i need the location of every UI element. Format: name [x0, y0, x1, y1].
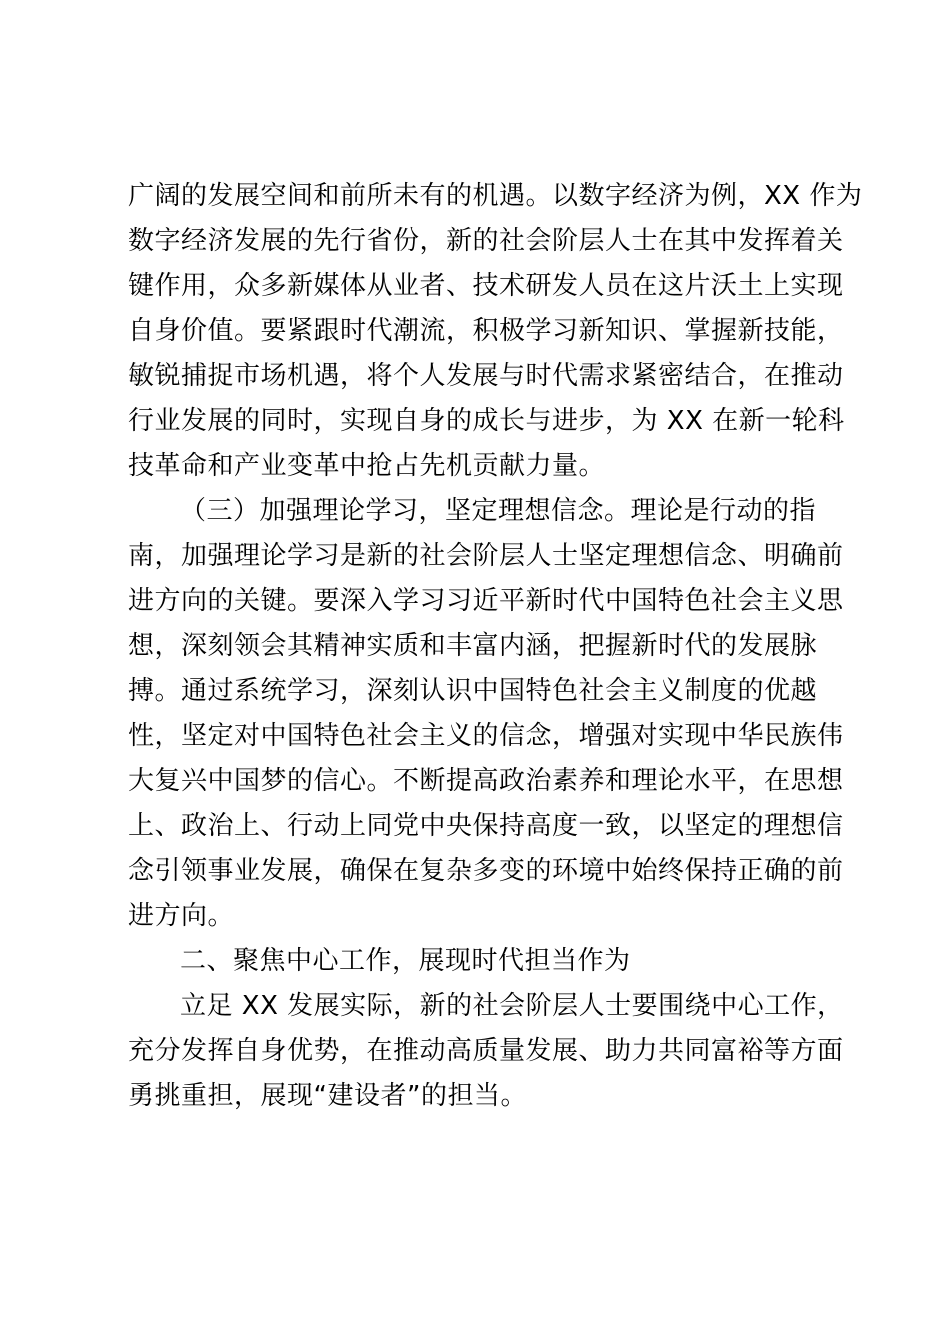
text-line: 技革命和产业变革中抢占先机贡献力量。 [128, 451, 606, 481]
text-line: 广阔的发展空间和前所未有的机遇。以数字经济为例，XX 作为 [128, 181, 863, 211]
text-line: 进方向的关键。要深入学习习近平新时代中国特色社会主义思 [128, 586, 844, 616]
text-line: 进方向。 [128, 901, 235, 931]
text-line: 键作用，众多新媒体从业者、技术研发人员在这片沃土上实现 [128, 271, 844, 301]
text-line: 自身价值。要紧跟时代潮流，积极学习新知识、掌握新技能， [128, 316, 844, 346]
chapter-heading-line: 二、聚焦中心工作，展现时代担当作为 [180, 946, 631, 976]
text-line: 立足 XX 发展实际，新的社会阶层人士要围绕中心工作， [180, 991, 844, 1021]
text-line: 勇挑重担，展现“建设者”的担当。 [128, 1081, 527, 1111]
text-line: 充分发挥自身优势，在推动高质量发展、助力共同富裕等方面 [128, 1036, 844, 1066]
text-line: 行业发展的同时，实现自身的成长与进步，为 XX 在新一轮科 [128, 406, 845, 436]
text-line: 敏锐捕捉市场机遇，将个人发展与时代需求紧密结合，在推动 [128, 361, 844, 391]
text-line: 南，加强理论学习是新的社会阶层人士坚定理想信念、明确前 [128, 541, 844, 571]
section-heading-line: （三）加强理论学习，坚定理想信念。理论是行动的指 [180, 496, 817, 526]
text-line: 想，深刻领会其精神实质和丰富内涵，把握新时代的发展脉 [128, 631, 818, 661]
text-line: 念引领事业发展，确保在复杂多变的环境中始终保持正确的前 [128, 856, 844, 886]
text-line: 大复兴中国梦的信心。不断提高政治素养和理论水平，在思想 [128, 766, 844, 796]
text-line: 上、政治上、行动上同党中央保持高度一致，以坚定的理想信 [128, 811, 844, 841]
text-line: 数字经济发展的先行省份，新的社会阶层人士在其中发挥着关 [128, 226, 844, 256]
text-line: 搏。通过系统学习，深刻认识中国特色社会主义制度的优越 [128, 676, 818, 706]
text-line: 性，坚定对中国特色社会主义的信念，增强对实现中华民族伟 [128, 721, 844, 751]
